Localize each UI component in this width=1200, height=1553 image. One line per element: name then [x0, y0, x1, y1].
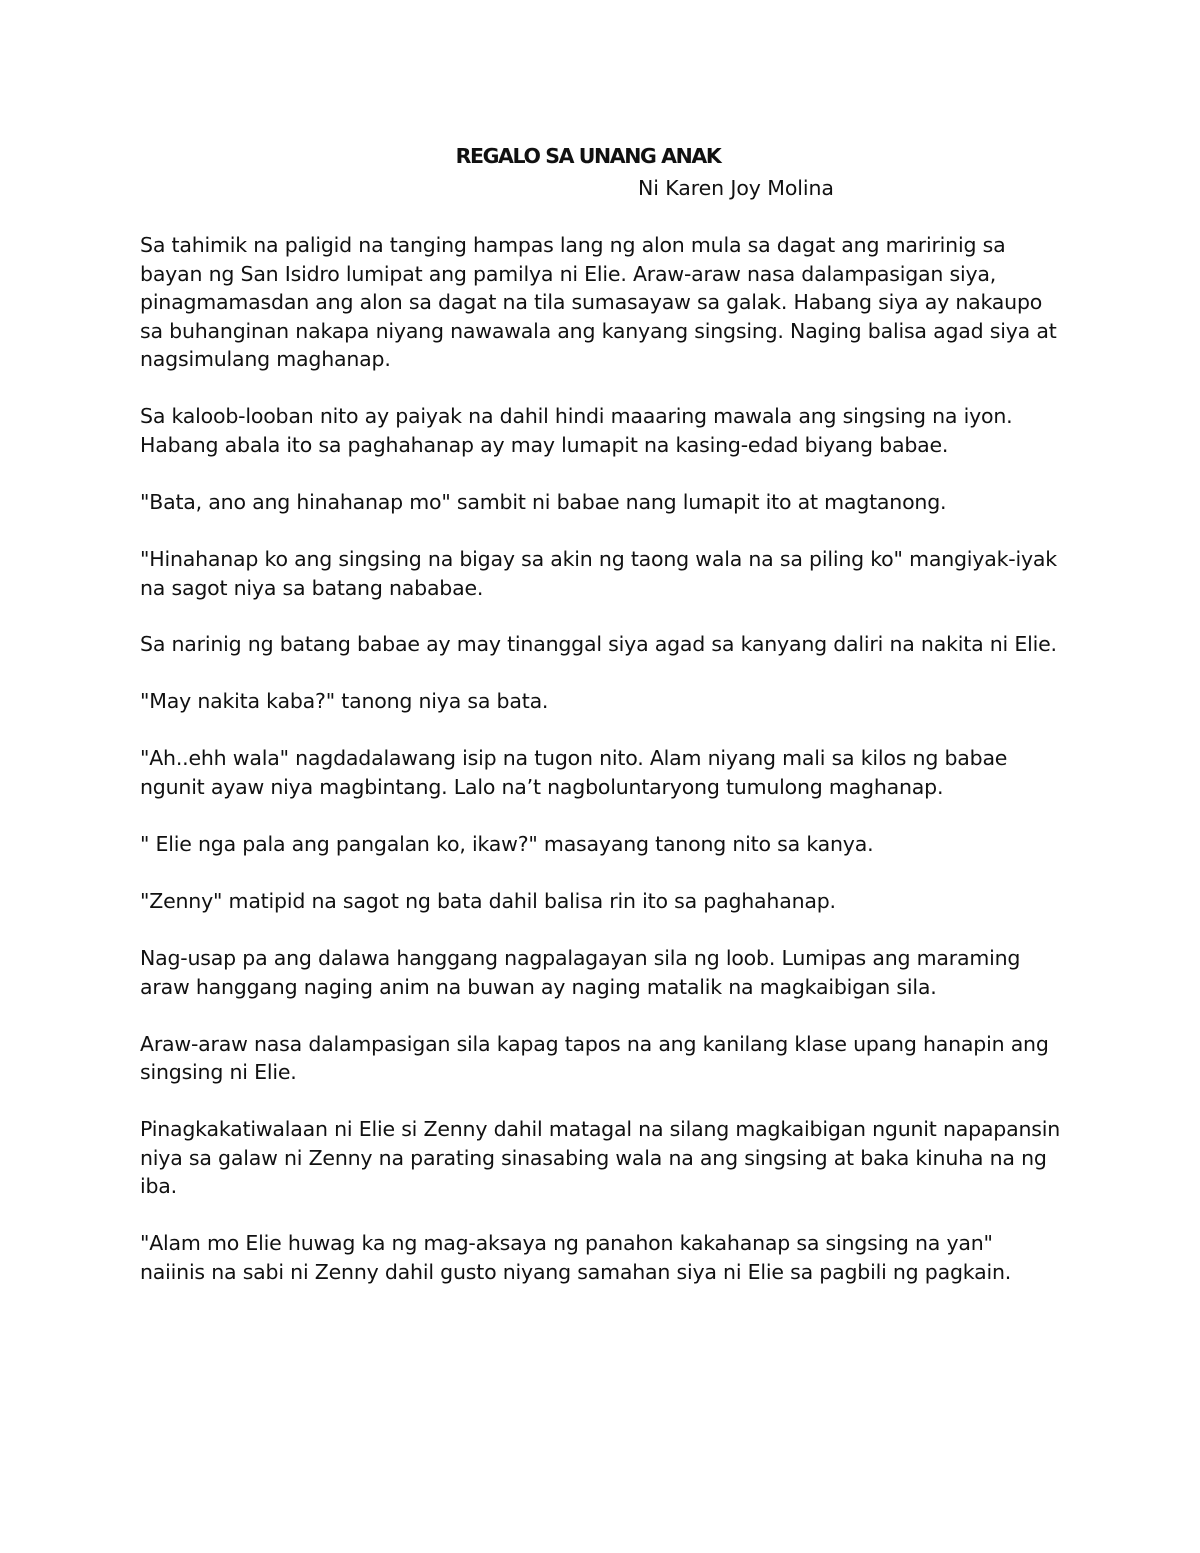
paragraph: Sa kaloob-looban nito ay paiyak na dahil hindi maaaring mawala ang singsing na iyon. Habang abala ito sa paghahanap ay may lumapit na kasing-edad biyang babae.: [140, 404, 1013, 457]
paragraph: "Ah..ehh wala" nagdadalawang isip na tugon nito. Alam niyang mali sa kilos ng babae ngunit ayaw niya magbintang. Lalo na’t nagboluntaryong tumulong maghanap.: [140, 746, 1008, 800]
paragraph: " Elie nga pala ang pangalan ko, ikaw?" masayang tanong nito sa kanya.: [140, 832, 874, 857]
paragraph: "Bata, ano ang hinahanap mo" sambit ni babae nang lumapit ito at magtanong.: [140, 489, 947, 514]
story-title: REGALO SA UNANG ANAK: [455, 144, 721, 168]
paragraph: Sa narinig ng batang babae ay may tinanggal siya agad sa kanyang daliri na nakita ni Elie.: [140, 632, 1057, 657]
paragraph: Pinagkakatiwalaan ni Elie si Zenny dahil matagal na silang magkaibigan ngunit napapansin niya sa galaw ni Zenny na parating sinasabing wala na ang singsing at baka kinuha na ng iba.: [140, 1117, 1061, 1199]
paragraph: Sa tahimik na paligid na tanging hampas lang ng alon mula sa dagat ang maririnig sa bayan ng San Isidro lumipat ang pamilya ni Elie. Araw-araw nasa dalampasigan siya, pinagmamasdan ang alon sa dagat na tila sumasayaw sa galak. Habang siya ay nakaupo sa buhanginan nakapa niyang nawawala ang kanyang singsing. Naging balisa agad siya at nagsimulang maghanap.: [140, 232, 1057, 372]
document-body: [140, 142, 1060, 1287]
paragraph: "Hinahanap ko ang singsing na bigay sa akin ng taong wala na sa piling ko" mangiyak-iyak na sagot niya sa batang nababae.: [140, 546, 1057, 600]
paragraph: "May nakita kaba?" tanong niya sa bata.: [140, 689, 549, 714]
paragraph: "Alam mo Elie huwag ka ng mag-aksaya ng panahon kakahanap sa singsing na yan" naiinis na sabi ni Zenny dahil gusto niyang samahan siya ni Elie sa pagbili ng pagkain.: [140, 1231, 1012, 1284]
paragraph: "Zenny" matipid na sagot ng bata dahil balisa rin ito sa paghahanap.: [140, 889, 836, 914]
paragraph: Araw-araw nasa dalampasigan sila kapag tapos na ang kanilang klase upang hanapin ang singsing ni Elie.: [140, 1031, 1049, 1085]
story-author: Ni Karen Joy Molina: [638, 175, 834, 200]
paragraph: Nag-usap pa ang dalawa hanggang nagpalagayan sila ng loob. Lumipas ang maraming araw hanggang naging anim na buwan ay naging matalik na magkaibigan sila.: [140, 946, 1021, 999]
